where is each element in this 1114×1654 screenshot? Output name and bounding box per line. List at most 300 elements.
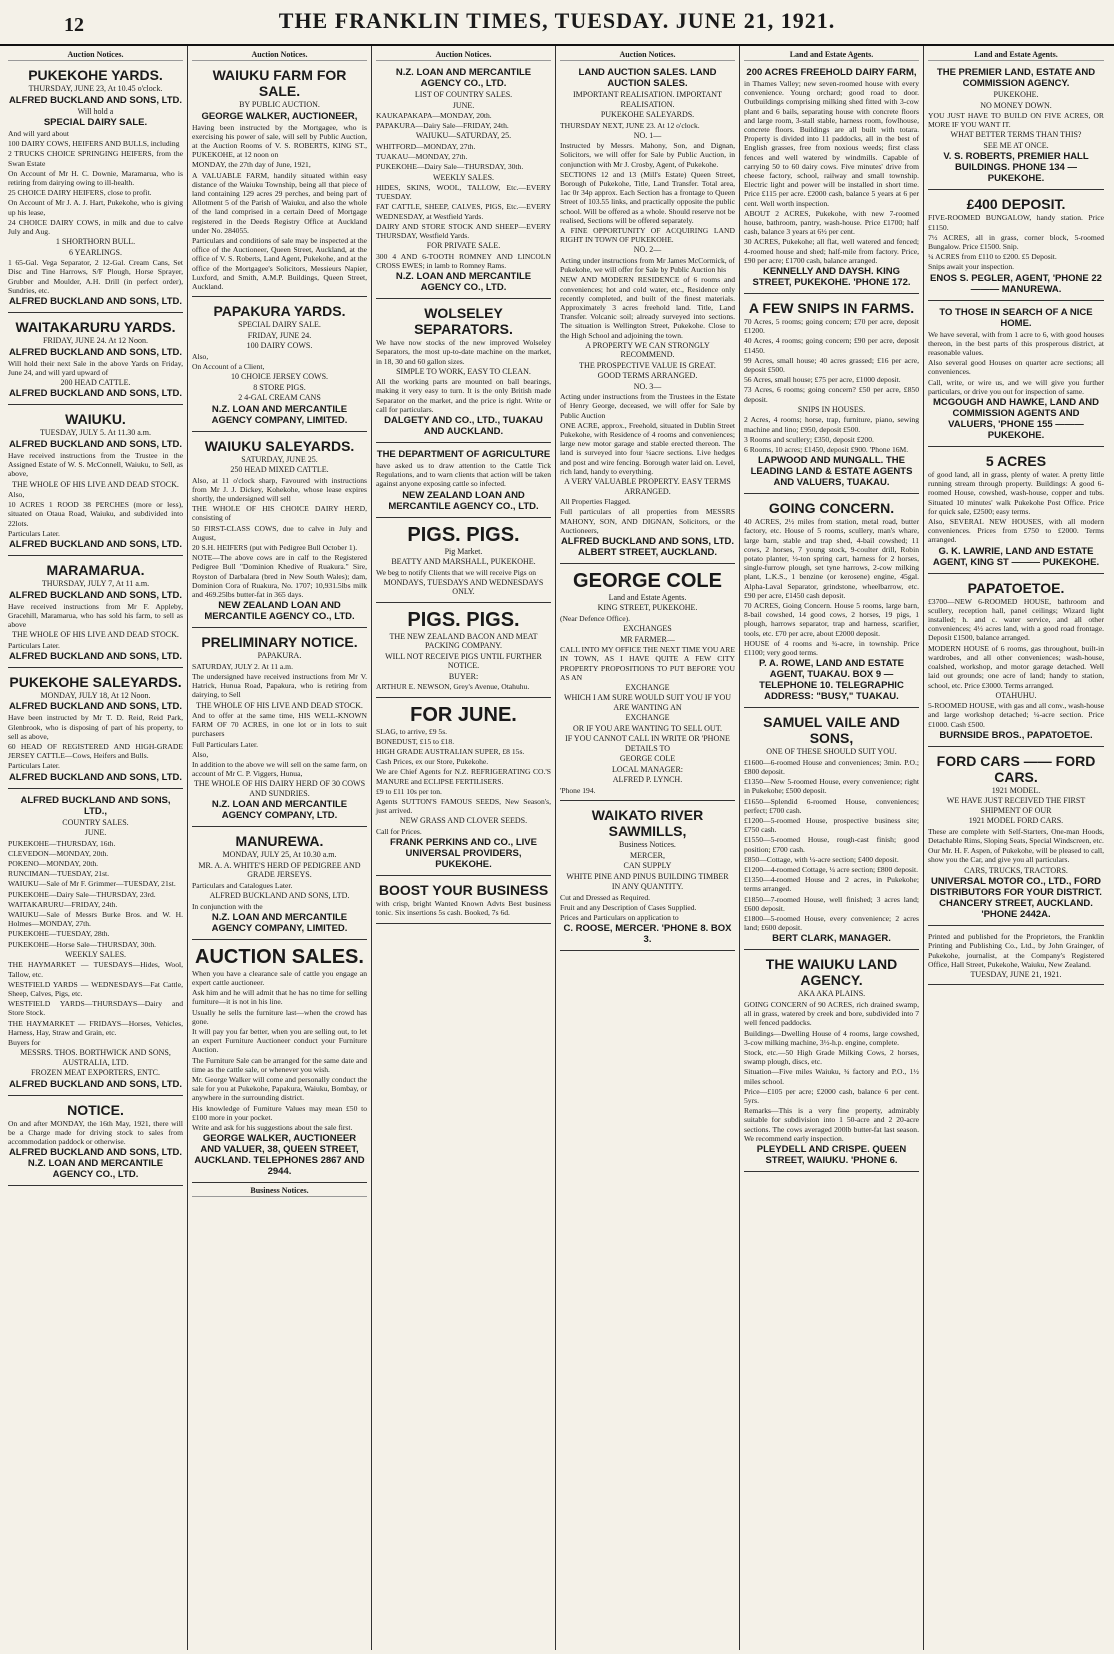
notice-line: On Account of Mr J. A. J. Hart, Pukekohe, who is giving up his lease, (8, 198, 183, 217)
notice-line: POKENO—MONDAY, 20th. (8, 859, 99, 869)
notice-line: 100 DAIRY COWS, HEIFERS AND BULLS, including (8, 139, 180, 149)
notice-line: We have several, with from 1 acre to 6, with good houses thereon, in the best parts of this prosperous district, at reasonable values. (928, 329, 1104, 358)
notice-heading: GEORGE COLE (573, 569, 722, 592)
notice-signature: ALFRED BUCKLAND AND SONS, LTD. (8, 1078, 183, 1090)
notice-signature: NEW ZEALAND LOAN AND MERCANTILE AGENCY CO., LTD. (204, 600, 355, 623)
notice-line: PUKEKOHE SALEYARDS. (600, 110, 695, 119)
notice-subheading: THURSDAY, JUNE 23, At 10.45 o'clock. (28, 84, 163, 93)
notice-signature: N.Z. LOAN AND MERCANTILE AGENCY COMPANY, LTD. (211, 799, 348, 822)
notice-line: 1 65-Gal. Vega Separator, 2 12-Gal. Cream Cans, Set Disc and Tine Harrows, S/F Plough, Horse Sprayer, Grubber and Moulder, A.H. Drill (in perfect order), Sundries, etc. (8, 258, 183, 295)
column-3 (372, 46, 556, 1650)
notice-line: CLEVEDON—MONDAY, 20th. (8, 848, 109, 858)
notice-line: A FINE OPPORTUNITY OF ACQUIRING LAND RIGHT IN TOWN OF PUKEKOHE. (560, 226, 735, 245)
notice-line: In conjunction with the (192, 901, 263, 911)
notice-line: Particulars and Catalogues Later. (192, 880, 293, 890)
notice-line: EXCHANGE (625, 713, 670, 723)
notice-block (376, 701, 551, 877)
notice-block (376, 64, 551, 299)
notice-heading: 200 ACRES FREEHOLD DAIRY FARM, (746, 67, 917, 78)
notice-block (376, 606, 551, 698)
notice-block (192, 943, 367, 1183)
notice-line: 6 Rooms, 10 acres; £1450, deposit £900. 'Phone 16M. (744, 445, 909, 454)
notice-line: Buyers for (8, 1037, 41, 1047)
notice-line: 99 Acres, small house; 40 acres grassed; £16 per acre, deposit £500. (744, 355, 919, 375)
notice-line: NO MONEY DOWN. (980, 100, 1052, 110)
notice-line: Snips await your inspection. (928, 262, 1015, 272)
notice-heading: THE PREMIER LAND, ESTATE AND COMMISSION AGENCY. (936, 67, 1096, 89)
notice-line: Buildings—Dwelling House of 4 rooms, large cowshed, 3-cow milking machine, 3½-h.p. engine, complete. (744, 1028, 919, 1047)
notice-line: OTAHUHU. (995, 690, 1037, 700)
notice-signature: N.Z. LOAN AND MERCANTILE AGENCY CO., LTD. (395, 271, 532, 294)
notice-line: WEEKLY SALES. (432, 172, 495, 182)
notice-line: WAITAKARURU—FRIDAY, 24th. (8, 899, 118, 909)
notice-line: WAIUKU—Sale of Mr F. Grimmer—TUESDAY, 21st. (8, 879, 176, 889)
notice-line: OR IF YOU ARE WANTING TO SELL OUT. (572, 723, 723, 733)
auctioneer-name: ALFRED BUCKLAND AND SONS, LTD. (8, 94, 183, 106)
notice-heading: SAMUEL VAILE AND SONS, (763, 714, 900, 747)
notice-block (8, 792, 183, 1096)
notice-line: WAIUKU—Sale of Messrs Burke Bros. and W. H. Holmes—MONDAY, 27th. (8, 910, 183, 929)
newspaper-title: THE FRANKLIN TIMES, TUESDAY. JUNE 21, 1921. (278, 8, 836, 33)
notice-line: Call, write, or wire us, and we will give you further particulars, or drive you out for inspection of same. (928, 377, 1104, 396)
notice-line: 10 CHOICE JERSEY COWS. (230, 372, 329, 382)
notice-line: A PROPERTY WE CAN STRONGLY RECOMMEND. (585, 340, 710, 360)
notice-signature: ENOS S. PEGLER, AGENT, 'PHONE 22 ——— MANUREWA. (930, 272, 1102, 295)
notice-heading: PRELIMINARY NOTICE. (201, 634, 358, 651)
notice-subheading: Land and Estate Agents. (608, 592, 687, 602)
notice-signature: MCGOUGH AND HAWKE, LAND AND COMMISSION AGENTS AND VALUERS, 'PHONE 155 ——— PUKEKOHE. (932, 397, 1100, 442)
notice-block (928, 577, 1104, 747)
notice-signature: P. A. ROWE, LAND AND ESTATE AGENT, TUAKAU. BOX 9 — TELEPHONE 10. TELEGRAPHIC ADDRESS: "BUSY," TUAKAU. (759, 658, 904, 703)
notice-line: 70 ACRES, Going Concern. House 5 rooms, large barn, 8-bail cowshed, 14 good cows, 2 horses, 19 pigs, 1 plough, harrows separator, trap and harness, scarifier, tools, etc. £70 per acre, about £2000 deposit. (744, 601, 919, 638)
notice-line: 20 S.H. HEIFERS (put with Pedigree Bull October 1). (192, 542, 358, 552)
notice-block (928, 193, 1104, 300)
notice-line: Particulars and conditions of sale may be inspected at the office of the Auctioneer, Queen Street, Auckland, at the office of V. S. Roberts, Land Agent, Pukekohe, and at the office of the Mortgagee's Solicitors, Messieurs Napier, Luxford, and Smith, A.M.P. Buildings, Queen Street, Auckland. (192, 235, 367, 291)
notice-line: £9 to £11 10s per ton. (376, 786, 442, 796)
notice-line: We beg to notify Clients that we will receive Pigs on (376, 567, 537, 577)
notice-line: THE NEW ZEALAND BACON AND MEAT PACKING COMPANY. (389, 631, 538, 651)
notice-subheading: ONE OF THESE SHOULD SUIT YOU. (766, 747, 897, 757)
notice-line: PUKEKOHE—TUESDAY, 28th. (8, 929, 110, 939)
notice-line: Mr. George Walker will come and personally conduct the sale for you at Pukekohe, Papakura, Waiuku, Bombay, or anywhere in the surrounding district. (192, 1075, 367, 1103)
notice-heading: WOLSELEY SEPARATORS. (414, 305, 513, 338)
notice-line: WESTFIELD YARDS—THURSDAYS—Dairy and Store Stock. (8, 999, 183, 1018)
notice-line: Situation—Five miles Waiuku, ¾ factory and P.O., 1½ miles school. (744, 1067, 919, 1086)
notice-line: £850—Cottage, with ¼-acre section; £400 deposit. (744, 854, 899, 864)
notice-line: WE HAVE JUST RECEIVED THE FIRST SHIPMENT OF OUR (946, 796, 1086, 815)
notice-signature: PLEYDELL AND CRISPE. QUEEN STREET, WAIUKU. 'PHONE 6. (756, 1143, 907, 1166)
notice-line: WEEKLY SALES. (64, 949, 127, 959)
notice-signature: GEORGE WALKER, AUCTIONEER AND VALUER, 38, QUEEN STREET, AUCKLAND. TELEPHONES 2867 AND 2944. (194, 1133, 365, 1178)
notice-heading: WAIKATO RIVER SAWMILLS, (591, 807, 704, 840)
notice-line: THE WHOLE OF HIS LIVE AND DEAD STOCK. (12, 630, 179, 640)
notice-subheading: THURSDAY, JULY 7, At 11 a.m. (41, 579, 150, 589)
notice-line: £1550—5-roomed House, rough-cast finish; good position; £700 cash. (744, 835, 919, 854)
notice-line: Acting under instructions from Mr James McCormick, of Pukekohe, we will offer for Sale by Public Auction his (560, 255, 735, 275)
notice-line: 'Phone 194. (560, 785, 596, 795)
notice-line: THE HAYMARKET — FRIDAYS—Horses, Vehicles, Harness, Hay, Straw and Grain, etc. (8, 1018, 183, 1037)
notice-line: The Furniture Sale can be arranged for the same date and time as the cattle sale, or whenever you wish. (192, 1055, 367, 1074)
notice-line: HOUSE of 4 rooms and ¾-acre, in township. Price £1100; very good terms. (744, 638, 919, 658)
notice-line: 200 HEAD CATTLE. (60, 377, 131, 387)
notice-signature: ALFRED BUCKLAND AND SONS, LTD. ALBERT STREET, AUCKLAND. (560, 535, 735, 558)
notice-line: Have been instructed by Mr T. D. Reid, Reid Park, Glenbrook, who is disposing of part of his property, to sell as above, (8, 713, 183, 741)
notice-line: 25 CHOICE DAIRY HEIFERS, close to profit. (8, 188, 152, 198)
notice-block (8, 64, 183, 313)
notice-line: GOOD TERMS ARRANGED. (597, 371, 698, 381)
notice-line: Our Mr. H. F. Aspen, of Pukekohe, will be pleased to call, show you the Car, and give you all particulars. (928, 846, 1104, 865)
notice-line: And to offer at the same time, HIS WELL-KNOWN FARM OF 70 ACRES, in one lot or in lots to suit purchasers (192, 711, 367, 739)
notice-line: The undersigned have received instructions from Mr V. Hatrick, Hunua Road, Papakura, who is retiring from dairying, to Sell (192, 671, 367, 700)
section-footer: Business Notices. (192, 1186, 367, 1197)
notice-line: PUKEKOHE—THURSDAY, 16th. (8, 838, 116, 848)
notice-line: MODERN HOUSE of 6 rooms, gas throughout, built-in wardrobes, and all other conveniences; wash-house, coalshed, workshop, and motor garage detached. Well laid out grounds; one acre of land; handy to station, school, etc. Price £3000. Terms arranged. (928, 643, 1104, 690)
notice-block (744, 297, 919, 494)
notice-line: A VALUABLE FARM, handily situated within easy distance of the Waiuku Township, being all that piece of land containing 129 acres 29 perches, and being part of Allotment 5 of the Parish of Waiuku, and also the whole of the land comprised in a certain Deed of Mortgage registered in the Deeds Registry Office at Auckland under No. 284055. (192, 170, 367, 235)
notice-line: KING STREET, PUKEKOHE. (597, 603, 698, 613)
notice-signature: ALFRED BUCKLAND AND SONS, LTD. (8, 539, 183, 551)
notice-heading: FORD CARS —— FORD CARS. (936, 752, 1096, 785)
notice-line: Price—£105 per acre; £2000 cash, balance 6 per cent. 5yrs. (744, 1086, 919, 1105)
notice-line: TUAKAU—MONDAY, 27th. (376, 152, 468, 162)
notice-block (376, 521, 551, 603)
notice-line: Call for Prices. (376, 826, 422, 836)
notice-line: GOING CONCERN of 90 ACRES, rich drained swamp, all in grass, watered by creek and bore, subdivided into 7 well fenced paddocks. (744, 999, 919, 1028)
column-2 (188, 46, 372, 1650)
notice-signature: KENNELLY AND DAYSH. KING STREET, PUKEKOHE. 'PHONE 172. (752, 266, 911, 289)
notice-block (928, 929, 1104, 985)
notice-heading: FOR JUNE. (410, 703, 517, 726)
notice-signature: G. K. LAWRIE, LAND AND ESTATE AGENT, KING ST ——— PUKEKOHE. (932, 545, 1100, 568)
notice-line: On Account of a Client, (192, 361, 265, 371)
notice-heading: WAIUKU SALEYARDS. (204, 437, 355, 454)
notice-line: When you have a clearance sale of cattle you engage an expert cattle auctioneer. (192, 968, 367, 988)
notice-line: HIDES, SKINS, WOOL, TALLOW, Etc.—EVERY TUESDAY. (376, 183, 551, 202)
notice-line: Fruit and any Description of Cases Supplied. (560, 902, 697, 912)
notice-line: EXCHANGES (623, 624, 672, 634)
auctioneer-name: GEORGE WALKER, AUCTIONEER, (201, 110, 358, 122)
notice-line: Full Particulars Later. (192, 739, 259, 749)
notice-line: WESTFIELD YARDS — WEDNESDAYS—Fat Cattle, Sheep, Calves, Pigs, etc. (8, 979, 183, 998)
notice-line: BUYER: (448, 671, 479, 681)
notice-line: In addition to the above we will sell on the same farm, on account of Mr C. P. Viggers, Hunua, (192, 760, 367, 779)
notice-line: RUNCIMAN—TUESDAY, 21st. (8, 869, 110, 879)
notice-line: 30 ACRES, Pukekohe; all flat, well watered and fenced; 4-roomed house and shed; half-mile from factory. Price, £90 per acre; £1700 cash, balance arranged. (744, 237, 919, 265)
notice-signature: LAPWOOD AND MUNGALL. THE LEADING LAND & ESTATE AGENTS AND VALUERS, TUAKAU. (750, 455, 913, 489)
notice-line: THE WHOLE OF HIS LIVE AND DEAD STOCK. (196, 700, 363, 710)
notice-line: GEORGE COLE (619, 754, 676, 764)
notice-line: THE WHOLE OF HIS LIVE AND DEAD STOCK. (12, 479, 179, 489)
notice-line: SATURDAY, JULY 2. At 11 a.m. (192, 661, 293, 671)
column-4 (556, 46, 740, 1650)
notice-subheading: COUNTRY SALES. (62, 817, 129, 827)
notice-heading: MANUREWA. (235, 833, 324, 850)
notice-line: have asked us to draw attention to the Cattle Tick Regulations, and to warn clients that action will be taken against anyone exposing cattle so infected. (376, 461, 551, 489)
notice-heading: WAIUKU FARM FOR SALE. (212, 67, 347, 99)
notice-line: 60 HEAD OF REGISTERED AND HIGH-GRADE JERSEY CATTLE—Cows, Heifers and Bulls. (8, 742, 183, 761)
notice-heading: THE DEPARTMENT OF AGRICULTURE (376, 449, 551, 461)
notice-line: WHICH I AM SURE WOULD SUIT YOU IF YOU ARE WANTING AN (563, 693, 732, 712)
notice-line: His knowledge of Furniture Values may mean £50 to £100 more in your pocket. (192, 1103, 367, 1122)
notice-block (192, 631, 367, 827)
notice-line: Cash Prices, ex our Store, Pukekohe. (376, 757, 489, 767)
section-header: Land and Estate Agents. (928, 50, 1104, 61)
notice-line: WILL NOT RECEIVE PIGS UNTIL FURTHER NOTICE. (385, 651, 542, 671)
notice-line: Ask him and he will admit that he has no time for selling furniture—it is not in his line. (192, 988, 367, 1007)
notice-block (560, 64, 735, 564)
notice-line: NOTE—The above cows are in calf to the Registered Pedigree Bull "Dominion Khedive of Ruakura." Sire, Royston of Darbalara (bred in New South Wales); dam, Dominion Cora of Ruakura, No. 1707; 10,931.5lbs milk and 469.25lbs butter-fat in 365 days. (192, 553, 367, 599)
notice-line: WHITFORD—MONDAY, 27th. (376, 141, 476, 151)
notice-line: with crisp, bright Wanted Known Advts Best business tonic. Six insertions 5s cash. Booked, 7s 6d. (376, 899, 551, 918)
notice-heading: TO THOSE IN SEARCH OF A NICE HOME. (939, 306, 1093, 329)
notice-line: PUKEKOHE. (993, 90, 1039, 99)
notice-subheading: BY PUBLIC AUCTION. (239, 100, 320, 109)
notice-block (928, 304, 1104, 447)
notice-line: 300 4 AND 6-TOOTH ROMNEY AND LINCOLN CROSS EWES; in lamb to Romney Rams. (376, 251, 551, 270)
notice-subheading: Business Notices. (619, 840, 676, 850)
notice-heading: WAIUKU. (65, 411, 126, 428)
notice-line: Have received instructions from Mr F. Appleby, Gracehill, Maramarua, who has sold his farm, to sell as above (8, 601, 183, 629)
notice-line: LOCAL MANAGER: (611, 764, 684, 774)
auctioneer-name: ALFRED BUCKLAND AND SONS, LTD. (8, 346, 183, 358)
sale-title: SPECIAL DAIRY SALE. (43, 117, 148, 128)
notice-line: £1350—4-roomed House and 2 acres, in Pukekohe; terms arranged. (744, 875, 919, 894)
notice-line: £1650—Splendid 6-roomed House, conveniences; perfect; £700 cash. (744, 796, 919, 815)
notice-line: £1850—7-roomed House, well finished; 3 acres land; £600 deposit. (744, 894, 919, 913)
notice-heading: PUKEKOHE SALEYARDS. (9, 673, 182, 690)
notice-line: NO. 1— (633, 130, 662, 140)
notice-line: Will hold their next Sale in the above Yards on Friday, June 24, and will yard upward of (8, 358, 183, 377)
notice-line: Have received instructions from the Trustee in the Assigned Estate of W. S. McConnell, Waiuku, to Sell, as above, (8, 450, 183, 479)
notice-line: (Near Defence Office). (560, 613, 631, 623)
notice-line: Printed and published for the Proprietors, the Franklin Printing and Publishing Co., Ltd., by John Grainger, of Pukekohe, journalist, at the Company's Registered Office, Hall Street, Pukekohe, Waiuku, New Zealand. (928, 932, 1104, 969)
notice-line: WHAT BETTER TERMS THAN THIS? (950, 130, 1082, 140)
notice-subheading: Pig Market. (444, 546, 483, 556)
notice-line: WHITE PINE AND PINUS BUILDING TIMBER (566, 871, 729, 881)
notice-block (744, 497, 919, 708)
notice-line: BONEDUST, £15 to £18. (376, 736, 455, 746)
auctioneer-name: ALFRED BUCKLAND AND SONS, LTD. (8, 589, 183, 601)
column-6 (924, 46, 1108, 1650)
notice-line: ALFRED BUCKLAND AND SONS, LTD. (209, 891, 350, 901)
notice-line: 1 SHORTHORN BULL. (55, 237, 136, 247)
notice-block (744, 711, 919, 950)
notice-heading: £400 DEPOSIT. (966, 196, 1066, 213)
notice-block (192, 64, 367, 297)
notice-subheading: PAPAKURA. (257, 651, 302, 661)
notice-line: Particulars Later. (8, 528, 60, 538)
notice-line: CAN SUPPLY (623, 861, 672, 871)
notice-line: 8 STORE PIGS. (253, 382, 306, 392)
notice-line: £1350—New 5-roomed House, every convenience; right in Pukekohe; £500 deposit. (744, 777, 919, 796)
notice-signature: ALFRED BUCKLAND AND SONS, LTD. N.Z. LOAN AND MERCANTILE AGENCY CO., LTD. (8, 1147, 183, 1181)
notice-line: KAUKAPAKAPA—MONDAY, 20th. (376, 111, 492, 120)
notice-signature: BERT CLARK, MANAGER. (772, 933, 891, 945)
notice-line: All Properties Flagged. (560, 497, 631, 507)
notice-heading: N.Z. LOAN AND MERCANTILE AGENCY CO., LTD. (395, 67, 532, 89)
notice-heading: NOTICE. (67, 1101, 124, 1118)
notice-line: THE WHOLE OF HIS DAIRY HERD OF 30 COWS AND SUNDRIES. (193, 779, 366, 798)
notice-signature: N.Z. LOAN AND MERCANTILE AGENCY COMPANY, LIMITED. (211, 911, 348, 934)
notice-heading: PUKEKOHE YARDS. (28, 67, 163, 83)
notice-line: CALL INTO MY OFFICE THE NEXT TIME YOU ARE IN TOWN, AS I HAVE QUITE A FEW CITY PROPERTY PROPOSITIONS TO PUT BEFORE YOU AS AN (560, 645, 735, 682)
notice-line: SLAG, to arrive, £9 5s. (376, 726, 448, 736)
notice-line: Prices and Particulars on application to (560, 913, 679, 923)
notice-line: ONE ACRE, approx., Freehold, situated in Dublin Street Pukekohe, with Residence of 4 rooms and conveniences; large new motor garage and stable erected thereon. The land is surveyed into four ¼acre sections. Live hedges and post and wire fencing. Borough water laid on. Level, rich land, handy to everything. (560, 420, 735, 476)
notice-line: PUKEKOHE—Dairy Sale—THURSDAY, 23rd. (8, 889, 156, 899)
notice-line: SECTIONS 12 and 13 (Mill's Estate) Queen Street, Borough of Pukekohe, Title, Land Transfer. Total area, 1ac 0r 34p approx. Each Section has a frontage to Queen Street of 103.55 links, and practically opposite the public school. Will be offered as a whole. Should reserve not be realised, Sections will be offered separately. (560, 169, 735, 225)
notice-line: Stock, etc.—50 High Grade Milking Cows, 2 horses, swamp plough, discs, etc. (744, 1047, 919, 1067)
notice-heading: PIGS. PIGS. (407, 523, 520, 546)
notice-signature: ALFRED BUCKLAND AND SONS, LTD. (8, 296, 183, 308)
notice-line: PAPAKURA—Dairy Sale—FRIDAY, 24th. (376, 121, 509, 131)
notice-block (376, 302, 551, 443)
notice-line: NEW AND MODERN RESIDENCE of 6 rooms and conveniences; hot and cold water, etc., Residence only recently completed, and built of the finest materials. Approximately 3 acres freehold land. Title, Land Transfer. Volcanic soil; already surveyed into sections. The situation is Wellington Street, Pukekohe. Close to the High School and adjoining the town. (560, 275, 735, 340)
notice-line: FRIDAY, JUNE 24. (247, 330, 312, 340)
notice-line: JUNE. (84, 828, 107, 838)
notice-line: On and after MONDAY, the 16th May, 1921, there will be a Charge made for driving stock to sales from accommodation paddock or otherwise. (8, 1118, 183, 1147)
notice-line: 3 Rooms and scullery; £350, deposit £200. (744, 434, 874, 444)
notice-block (8, 1099, 183, 1187)
notice-heading: PAPATOETOE. (967, 579, 1065, 596)
section-header: Auction Notices. (560, 50, 735, 61)
notice-line: THE WHOLE OF HIS CHOICE DAIRY HERD, consisting of (192, 504, 367, 523)
notice-block (560, 567, 735, 801)
notice-block (192, 300, 367, 431)
notice-line: 250 HEAD MIXED CATTLE. (230, 465, 329, 475)
section-header: Land and Estate Agents. (744, 50, 919, 61)
notice-heading: PAPAKURA YARDS. (213, 303, 346, 320)
notice-line: 2 4-GAL CREAM CANS (238, 393, 321, 403)
notice-line: FROZEN MEAT EXPORTERS, ENTC. (31, 1068, 160, 1078)
notice-line: 5-ROOMED HOUSE, with gas and all conv., wash-house and large workshop detached; ¼-acre section. Price £1000. Cash £500. (928, 701, 1104, 729)
notice-subheading: AKA AKA PLAINS. (797, 989, 866, 999)
notice-line: Remarks—This is a very fine property, admirably suitable for subdivision into 1 50-acre and 2 20-acre sections. The cows averaged 200lb butter-fat last season. We recommend early inspection. (744, 1106, 919, 1143)
notice-line: YOU JUST HAVE TO BUILD ON FIVE ACRES, OR MORE IF YOU WANT IT. (928, 111, 1104, 130)
notice-line: Usually he sells the furniture last—when the crowd has gone. (192, 1007, 367, 1026)
notice-line: These are complete with Self-Starters, One-man Hoods, Detachable Rims, Sloping Seats, Special Windscreen, etc. (928, 826, 1104, 846)
notice-heading: PIGS. PIGS. (407, 608, 520, 631)
notice-line: TUESDAY, JUNE 21, 1921. (970, 969, 1062, 979)
section-header: Auction Notices. (8, 50, 183, 61)
notice-heading: AUCTION SALES. (195, 945, 364, 968)
notice-block (8, 671, 183, 789)
notice-line: 70 Acres, 5 rooms; going concern; £70 per acre, deposit £1200. (744, 317, 919, 336)
notice-line: MESSRS. THOS. BORTHWICK AND SONS, AUSTRALIA, LTD. (20, 1048, 171, 1067)
notice-line: Full particulars of all properties from MESSRS MAHONY, SON, AND DIGNAN, Solicitors, or the Auctioneers, (560, 507, 735, 535)
notice-line: And will yard about (8, 129, 69, 138)
notice-line: in Thames Valley; new seven-roomed house with every convenience. Young orchard; good road to door. Outbuildings comprising milking shed fitted with 3-cow plant and 6 bails, separating house with concrete floors and large room, 3-stall stable, harness room, fowlhouse, concrete floors. Buildings are all built with totara. Property is divided into 11 paddocks, all in the best of English grasses, free from noxious weeds; first class fences and well watered by windmills. Capable of carrying 50 to 60 dairy cows. Five minutes' drive from cheese factory, school, railway and small township. Electric light and power will be installed in short time. Price £115 per acre. £2000 cash, balance 5 years at 6 per cent. Well worth inspection. (744, 79, 919, 208)
notice-line: 24 CHOICE DAIRY COWS, in milk and due to calve July and Aug. (8, 217, 183, 237)
notice-signature: NEW ZEALAND LOAN AND MERCANTILE AGENCY CO., LTD. (388, 489, 539, 512)
notice-signature: UNIVERSAL MOTOR CO., LTD., FORD DISTRIBUTORS FOR YOUR DISTRICT. CHANCERY STREET, AUCKLAND. 'PHONE 2442A. (930, 876, 1102, 921)
notice-line: IF YOU CANNOT CALL IN WRITE OR 'PHONE DETAILS TO (565, 734, 730, 753)
notice-line: MONDAYS, TUESDAYS AND WEDNESDAYS ONLY. (383, 577, 544, 597)
notice-heading: WAITAKARURU YARDS. (15, 319, 176, 336)
notice-line: £1200—4-roomed Cottage, ¼ acre section; £800 deposit. (744, 864, 918, 874)
notice-line: THURSDAY NEXT, JUNE 23. At 12 o'clock. (560, 120, 700, 130)
notice-subheading: MONDAY, JULY 25, At 10.30 a.m. (222, 850, 337, 860)
notice-line: 56 Acres, small house; £75 per acre, £1000 deposit. (744, 375, 901, 385)
notice-line: A VERY VALUABLE PROPERTY. EASY TERMS ARRANGED. (564, 477, 731, 496)
column-1 (4, 46, 188, 1650)
notice-block (560, 804, 735, 951)
page-number: 12 (64, 14, 84, 36)
notice-heading: THE WAIUKU LAND AGENCY. (765, 956, 898, 989)
notice-block (8, 559, 183, 668)
notice-line: ¼ ACRES from £110 to £200. £5 Deposit. (928, 252, 1057, 262)
notice-line: Particulars Later. (8, 761, 60, 771)
notice-line: MONDAY, the 27th day of June, 1921, (192, 160, 311, 170)
notice-block (744, 953, 919, 1172)
notice-line: 2 Acres, 4 rooms; horse, trap, furniture, piano, sewing machine and lino; £950, deposit £500. (744, 415, 919, 434)
notice-line: Also several good Houses on quarter acre sections; all conveniences. (928, 358, 1104, 377)
notice-line: WAIUKU—SATURDAY, 25. (415, 131, 512, 141)
notice-block (928, 450, 1104, 574)
notice-line: Also, SEVERAL NEW HOUSES, with all modern conveniences. Prices from £750 to £2000. Terms arranged. (928, 517, 1104, 545)
notice-block (192, 830, 367, 939)
notice-line: IN ANY QUANTITY. (611, 882, 684, 892)
section-header: Auction Notices. (192, 50, 367, 61)
notice-block (376, 446, 551, 518)
notice-signature: BURNSIDE BROS., PAPATOETOE. (939, 729, 1093, 741)
notice-line: Agents SUTTON'S FAMOUS SEEDS, New Season's, just arrived. (376, 797, 551, 816)
notice-line: MR FARMER— (620, 634, 675, 644)
notice-line: DAIRY AND STORE STOCK AND SHEEP—EVERY THURSDAY, Westfield Yards. (376, 221, 551, 241)
notice-subheading: SATURDAY, JUNE 25. (241, 454, 318, 464)
notice-signature: N.Z. LOAN AND MERCANTILE AGENCY COMPANY, LIMITED. (211, 403, 348, 426)
notice-line: NO. 3— (633, 381, 662, 391)
notice-heading: 5 ACRES (985, 453, 1047, 470)
notice-line: Particulars Later. (8, 640, 60, 650)
notice-line: FAT CATTLE, SHEEP, CALVES, PIGS, Etc.—EVERY WEDNESDAY, at Westfield Yards. (376, 202, 551, 221)
notice-heading: GOING CONCERN. (768, 500, 895, 517)
notice-line: PUKEKOHE—Dairy Sale—THURSDAY, 30th. (376, 162, 524, 172)
notice-line: ABOUT 2 ACRES, Pukekohe, with new 7-roomed house, bathroom, pantry, wash-house. Price £1700; half cash, balance 3 years at 6½ per cent. (744, 208, 919, 237)
notice-subheading: TUESDAY, JULY 5. At 11.30 a.m. (39, 428, 152, 438)
notice-line: £1600—6-roomed House and conveniences; 3min. P.O.; £800 deposit. (744, 757, 919, 776)
notice-line: FOR PRIVATE SALE. (426, 241, 501, 251)
notice-line: Acting under instructions from the Trustees in the Estate of Henry George, deceased, we will offer for Sale by Public Auction (560, 392, 735, 420)
notice-line: SIMPLE TO WORK, EASY TO CLEAN. (396, 366, 531, 376)
notice-signature: FRANK PERKINS AND CO., LIVE UNIVERSAL PROVIDERS, PUKEKOHE. (390, 837, 537, 871)
notice-heading: BOOST YOUR BUSINESS (378, 882, 549, 899)
notice-line: ALFRED P. LYNCH. (612, 775, 683, 785)
notice-line: 10 ACRES 1 ROOD 38 PERCHES (more or less), situated on Otaua Road, Waiuku, and subdivided into 22lots. (8, 500, 183, 528)
notice-block (8, 316, 183, 405)
notice-signature: C. ROOSE, MERCER. 'PHONE 8. BOX 3. (563, 923, 732, 946)
notice-line: Also, (8, 490, 25, 500)
notice-block (8, 408, 183, 556)
notice-line: of good land, all in grass, plenty of water. A pretty little running stream through property. Buildings: A good 6-roomed House, cowshed, wash-house, copper and tubs. Situated 10 minutes' walk Pukekohe Post Office. Price for quick sale, £2500; easy terms. (928, 470, 1104, 516)
notice-line: 7½ ACRES, all in grass, corner block, 5-roomed Bungalow. Price £1500. Snip. (928, 232, 1104, 252)
notice-line: CARS, TRUCKS, TRACTORS. (964, 865, 1068, 875)
notice-line: 2 TRUCKS CHOICE SPRINGING HEIFERS, from the Swan Estate (8, 149, 183, 168)
notice-line: 40 ACRES, 2½ miles from station, metal road, butter factory, etc. House of 5 rooms, scullery, man's whare, large barn, stable and trap shed, 4-bail cowshed; 11 cows, 2 horses, 7 young stock, 9-coulter drill, Robin potato planter, ½-ton spring cart, harness for 2 horses, single-furrow plough, set tyne harrows, 2-cow milking plant, L.K.S., 1 benzine (or kerosene) engine, 45gal. Alpha-Laval Separator, grindstone, wheelbarrow, etc. £90 per acre, £1450 cash deposit. (744, 517, 919, 600)
notice-heading: LAND AUCTION SALES. LAND AUCTION SALES. (578, 67, 717, 89)
notice-line: NO. 2— (633, 245, 662, 255)
notice-line: 6 YEARLINGS. (68, 247, 123, 257)
notice-line: £3700—NEW 6-ROOMED HOUSE, bathroom and scullery, reception hall, panel ceilings; Wizard light installed; h. and c. water service, and all other conveniences; 4½ acres land, with a good road frontage. Deposit £1500, balance arranged. (928, 596, 1104, 643)
notice-line: £1800—5-roomed House, every convenience; 2 acres land; £600 deposit. (744, 914, 919, 933)
notice-subheading: IMPORTANT REALISATION. IMPORTANT REALISATION. (573, 90, 722, 109)
notice-signature: ALFRED BUCKLAND AND SONS, LTD. (8, 771, 183, 783)
notice-line: MR. A. A. WHITE'S HERD OF PEDIGREE AND GRADE JERSEYS. (198, 860, 361, 880)
notice-line: FIVE-ROOMED BUNGALOW, handy station. Price £1150. (928, 213, 1104, 232)
notice-line: On Account of Mr H. C. Downie, Maramarua, who is retiring from dairying owing to ill-health. (8, 168, 183, 188)
notice-line: Also, (192, 351, 209, 361)
auctioneer-name: ALFRED BUCKLAND AND SONS, LTD. (8, 438, 183, 450)
